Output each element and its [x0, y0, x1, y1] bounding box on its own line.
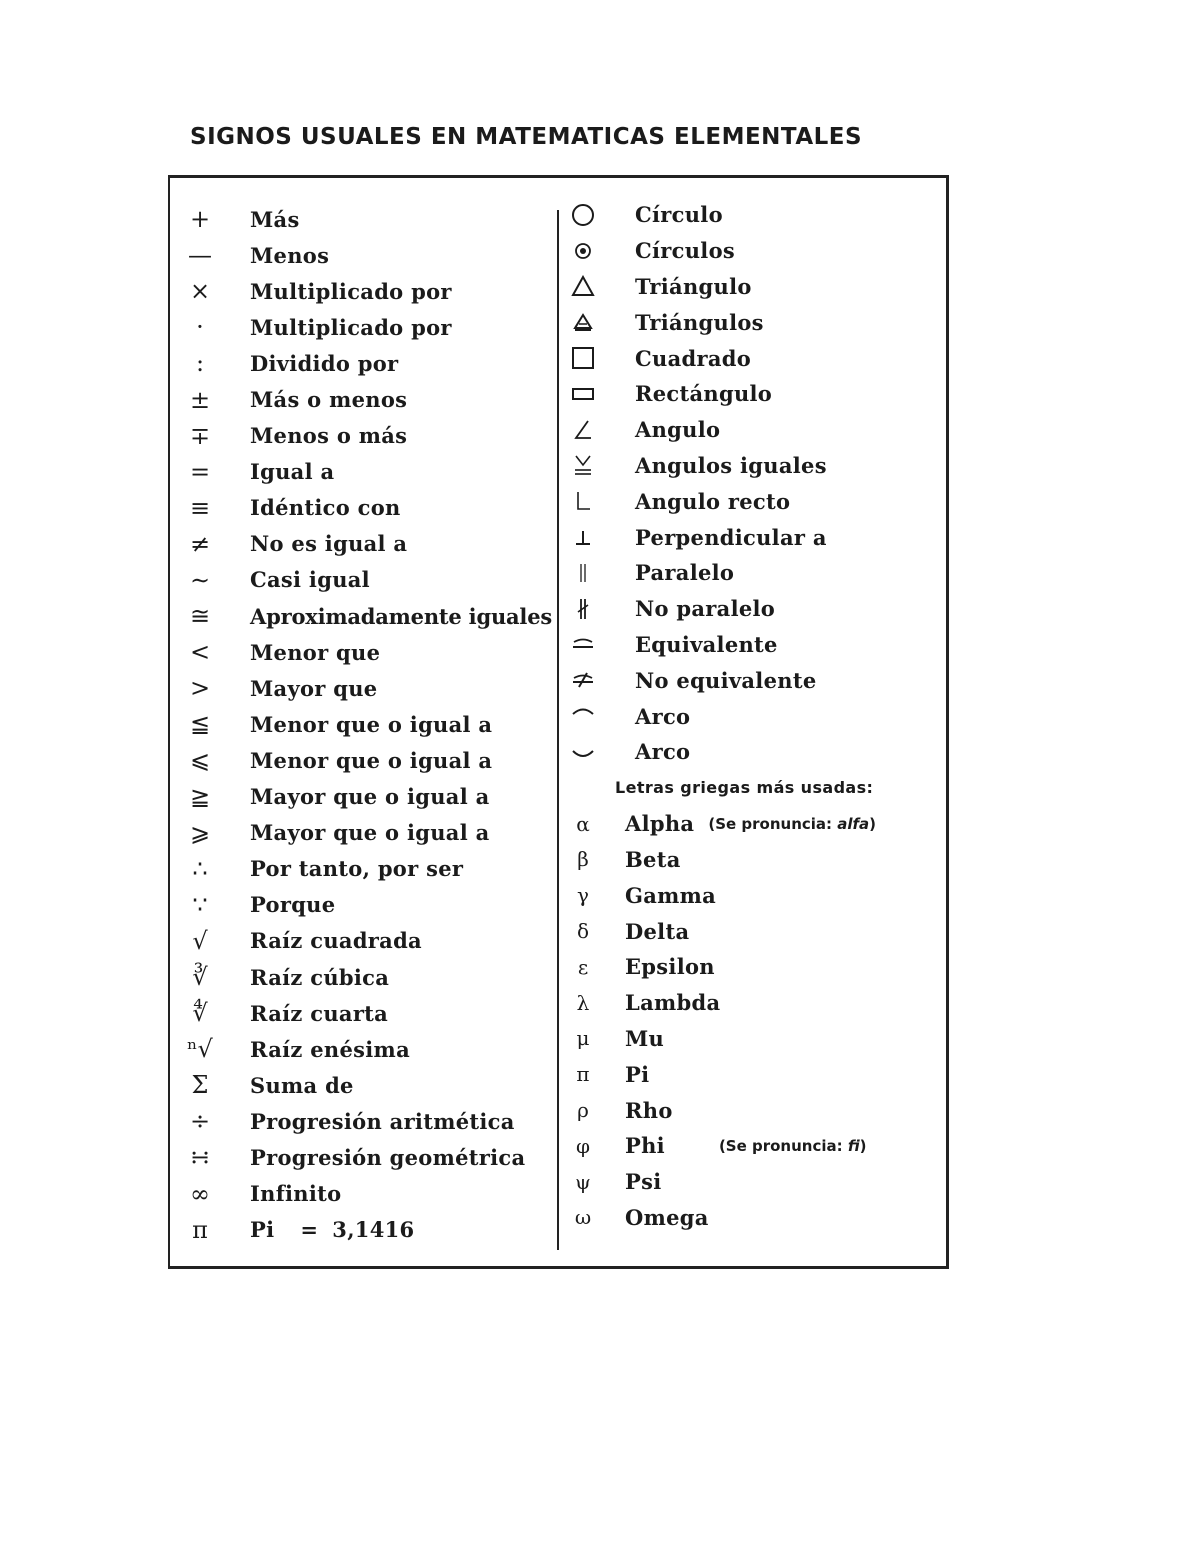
arc-down-icon: [565, 741, 601, 763]
symbol-label: Arco: [635, 739, 691, 765]
symbol-label: Progresión geométrica: [250, 1144, 526, 1170]
pi-equals: =: [300, 1217, 319, 1243]
omega-icon: ω: [574, 1205, 592, 1230]
sigma-sign-icon: Σ: [191, 1071, 209, 1100]
symbol-label: Perpendicular a: [635, 524, 827, 550]
list-item: [565, 1056, 945, 1092]
list-item: [565, 877, 945, 913]
minus-sign-icon: —: [188, 241, 212, 270]
times-sign-icon: ×: [189, 277, 211, 306]
greater-equal-slant-sign-icon: ⩾: [189, 818, 211, 847]
fourth-root-sign-icon: ∜: [192, 999, 208, 1028]
parallel-icon: [565, 562, 601, 584]
beta-icon: β: [577, 847, 589, 872]
symbol-label: Raíz enésima: [250, 1036, 410, 1062]
right-symbol-list: [565, 197, 945, 1235]
list-item: [182, 1103, 554, 1139]
list-item: [182, 598, 554, 634]
arc-up-icon: [565, 705, 601, 727]
infinity-sign-icon: ∞: [190, 1179, 210, 1208]
symbol-label: Menor que o igual a: [250, 711, 493, 737]
symbol-label: Mayor que o igual a: [250, 820, 490, 846]
list-item: [565, 698, 945, 734]
symbol-label: Raíz cuarta: [250, 1000, 389, 1026]
list-item: [182, 815, 554, 851]
symbol-label: Angulo: [635, 417, 721, 443]
triangles-icon: [565, 313, 601, 331]
list-item: [182, 1031, 554, 1067]
not-equal-sign-icon: ≠: [189, 529, 211, 558]
list-item: [565, 806, 945, 842]
minus-plus-sign-icon: ∓: [189, 421, 211, 450]
list-item: [182, 959, 554, 995]
list-item: [565, 1164, 945, 1200]
symbol-label: Porque: [250, 892, 336, 918]
list-item: [565, 591, 945, 627]
symbol-label: Triángulos: [635, 309, 764, 335]
list-item: [565, 555, 945, 591]
symbol-label: Multiplicado por: [250, 314, 452, 340]
list-item: [182, 706, 554, 742]
triangle-icon: [565, 275, 601, 297]
list-item: [182, 1067, 554, 1103]
pronunciation-note: (Se pronuncia: fi): [718, 1136, 867, 1155]
list-item: [182, 345, 554, 381]
symbol-label: Idéntico con: [250, 495, 401, 521]
symbol-label: Por tanto, por ser: [250, 856, 464, 882]
list-item: [182, 887, 554, 923]
symbol-label: Multiplicado por: [250, 278, 452, 304]
list-item: [565, 734, 945, 770]
psi-icon: ψ: [575, 1169, 591, 1194]
perpendicular-icon: [565, 527, 601, 547]
greek-name: Omega: [625, 1204, 709, 1230]
list-item: [565, 269, 945, 305]
symbol-label: Raíz cúbica: [250, 964, 390, 990]
list-item: [182, 309, 554, 345]
list-item: [182, 779, 554, 815]
lambda-icon: λ: [576, 990, 590, 1015]
greek-name: Epsilon: [625, 954, 715, 980]
approx-equal-sign-icon: ≅: [189, 602, 211, 631]
list-item: [565, 412, 945, 448]
symbol-label: No es igual a: [250, 531, 408, 557]
geometric-progression-sign-icon: ∺: [189, 1143, 211, 1172]
greek-name: Delta: [625, 918, 690, 944]
symbol-label: Angulo recto: [635, 488, 791, 514]
alpha-icon: α: [576, 811, 590, 836]
symbol-label: Infinito: [250, 1181, 342, 1207]
right-angle-icon: [565, 490, 601, 512]
less-equal-sign-icon: ≦: [189, 710, 211, 739]
symbol-label: Mayor que: [250, 675, 378, 701]
greek-name: Pi: [625, 1061, 650, 1087]
symbol-label: Angulos iguales: [635, 452, 827, 478]
symbol-label: Cuadrado: [635, 345, 752, 371]
cube-root-sign-icon: ∛: [192, 963, 208, 992]
colon-sign-icon: :: [195, 349, 205, 378]
symbol-label: Aproximadamente iguales: [250, 603, 552, 629]
circles-icon: [565, 241, 601, 261]
pi-icon: π: [576, 1062, 590, 1087]
nth-root-sign-icon: ⁿ√: [187, 1035, 213, 1064]
list-item: [565, 197, 945, 233]
list-item: [182, 381, 554, 417]
list-item: [565, 1200, 945, 1236]
list-item: [565, 340, 945, 376]
symbol-label: Más o menos: [250, 387, 408, 413]
list-item: [565, 448, 945, 484]
left-symbol-list: [182, 201, 554, 1248]
greek-name: Mu: [625, 1025, 665, 1051]
greek-name: Gamma: [625, 882, 717, 908]
list-item: [182, 670, 554, 706]
list-item: [565, 842, 945, 878]
list-item: [182, 562, 554, 598]
list-item: [182, 634, 554, 670]
equals-sign-icon: =: [189, 457, 211, 486]
equal-angles-icon: [565, 453, 601, 477]
list-item: [182, 1212, 554, 1248]
list-item: [182, 742, 554, 778]
list-item: [182, 851, 554, 887]
list-item: [565, 304, 945, 340]
list-item: [565, 1128, 945, 1164]
symbol-label: Suma de: [250, 1072, 354, 1098]
symbol-label: Dividido por: [250, 350, 399, 376]
greek-name: Psi: [625, 1169, 662, 1195]
list-item: [565, 1092, 945, 1128]
greek-name: Beta: [625, 846, 681, 872]
symbol-label: Igual a: [250, 459, 335, 485]
list-item: [182, 418, 554, 454]
symbol-label: Menor que: [250, 639, 381, 665]
pi-value: 3,1416: [332, 1217, 415, 1243]
symbol-label: Equivalente: [635, 631, 778, 657]
angle-icon: [565, 419, 601, 441]
list-item: [565, 233, 945, 269]
greek-heading: Letras griegas más usadas:: [615, 778, 874, 798]
pronunciation-note: (Se pronuncia: alfa): [708, 814, 877, 833]
column-divider: [557, 210, 559, 1250]
symbol-label: Arco: [635, 703, 691, 729]
epsilon-icon: ε: [577, 954, 589, 979]
symbol-label: Paralelo: [635, 560, 735, 586]
greek-name: Lambda: [625, 990, 721, 1016]
symbol-label: Círculos: [635, 238, 736, 264]
page-title: SIGNOS USUALES EN MATEMATICAS ELEMENTALES: [190, 124, 863, 150]
symbol-label: Raíz cuadrada: [250, 928, 422, 954]
symbol-label: Casi igual: [250, 567, 370, 593]
less-than-sign-icon: <: [189, 638, 211, 667]
list-item: [182, 490, 554, 526]
list-item: [565, 376, 945, 412]
middle-dot-icon: ·: [196, 313, 204, 342]
identical-sign-icon: ≡: [189, 493, 211, 522]
list-item: [182, 454, 554, 490]
greek-name: Phi: [625, 1133, 665, 1159]
tilde-sign-icon: ∼: [189, 565, 211, 594]
list-item: [182, 1176, 554, 1212]
symbol-label: No equivalente: [635, 667, 817, 693]
list-item: [565, 662, 945, 698]
symbol-label: Mayor que o igual a: [250, 784, 490, 810]
list-item: [182, 923, 554, 959]
symbol-label: Círculo: [635, 202, 723, 228]
list-item: [565, 949, 945, 985]
symbol-label: Rectángulo: [635, 381, 773, 407]
greek-name: Rho: [625, 1097, 673, 1123]
list-item: [182, 995, 554, 1031]
list-item: [182, 201, 554, 237]
list-item: [182, 526, 554, 562]
list-item: [565, 913, 945, 949]
list-item: [565, 627, 945, 663]
list-item: [182, 273, 554, 309]
plus-sign-icon: +: [189, 205, 211, 234]
symbol-label: Pi: [250, 1217, 275, 1243]
plus-minus-sign-icon: ±: [189, 385, 211, 414]
list-item: [565, 1021, 945, 1057]
symbol-label: Menos: [250, 242, 330, 268]
square-root-sign-icon: √: [192, 926, 208, 955]
list-item: [565, 483, 945, 519]
not-parallel-icon: [565, 597, 601, 621]
not-equivalent-icon: [565, 671, 601, 689]
therefore-sign-icon: ∴: [192, 854, 208, 883]
symbol-label: Menos o más: [250, 423, 408, 449]
list-item: [565, 985, 945, 1021]
because-sign-icon: ∵: [192, 890, 208, 919]
list-item: [182, 1139, 554, 1175]
delta-icon: δ: [576, 919, 590, 944]
list-item: [565, 519, 945, 555]
rho-icon: ρ: [577, 1098, 589, 1123]
pi-sign-icon: π: [192, 1215, 208, 1244]
greater-than-sign-icon: >: [189, 674, 211, 703]
phi-icon: φ: [575, 1133, 590, 1158]
symbol-label: Más: [250, 206, 300, 232]
symbol-label: Triángulo: [635, 273, 752, 299]
list-item: [182, 237, 554, 273]
gamma-icon: γ: [577, 883, 589, 908]
mu-icon: μ: [576, 1026, 590, 1051]
symbol-label: Progresión aritmética: [250, 1108, 515, 1134]
greek-name: Alpha: [625, 811, 695, 837]
rectangle-icon: [565, 387, 601, 401]
symbol-label: Menor que o igual a: [250, 747, 493, 773]
square-icon: [565, 346, 601, 370]
symbol-label: No paralelo: [635, 596, 776, 622]
less-equal-slant-sign-icon: ⩽: [189, 746, 211, 775]
equivalent-icon: [565, 635, 601, 653]
arithmetic-progression-sign-icon: ÷: [189, 1107, 211, 1136]
greater-equal-sign-icon: ≧: [189, 782, 211, 811]
circle-icon: [565, 202, 601, 228]
